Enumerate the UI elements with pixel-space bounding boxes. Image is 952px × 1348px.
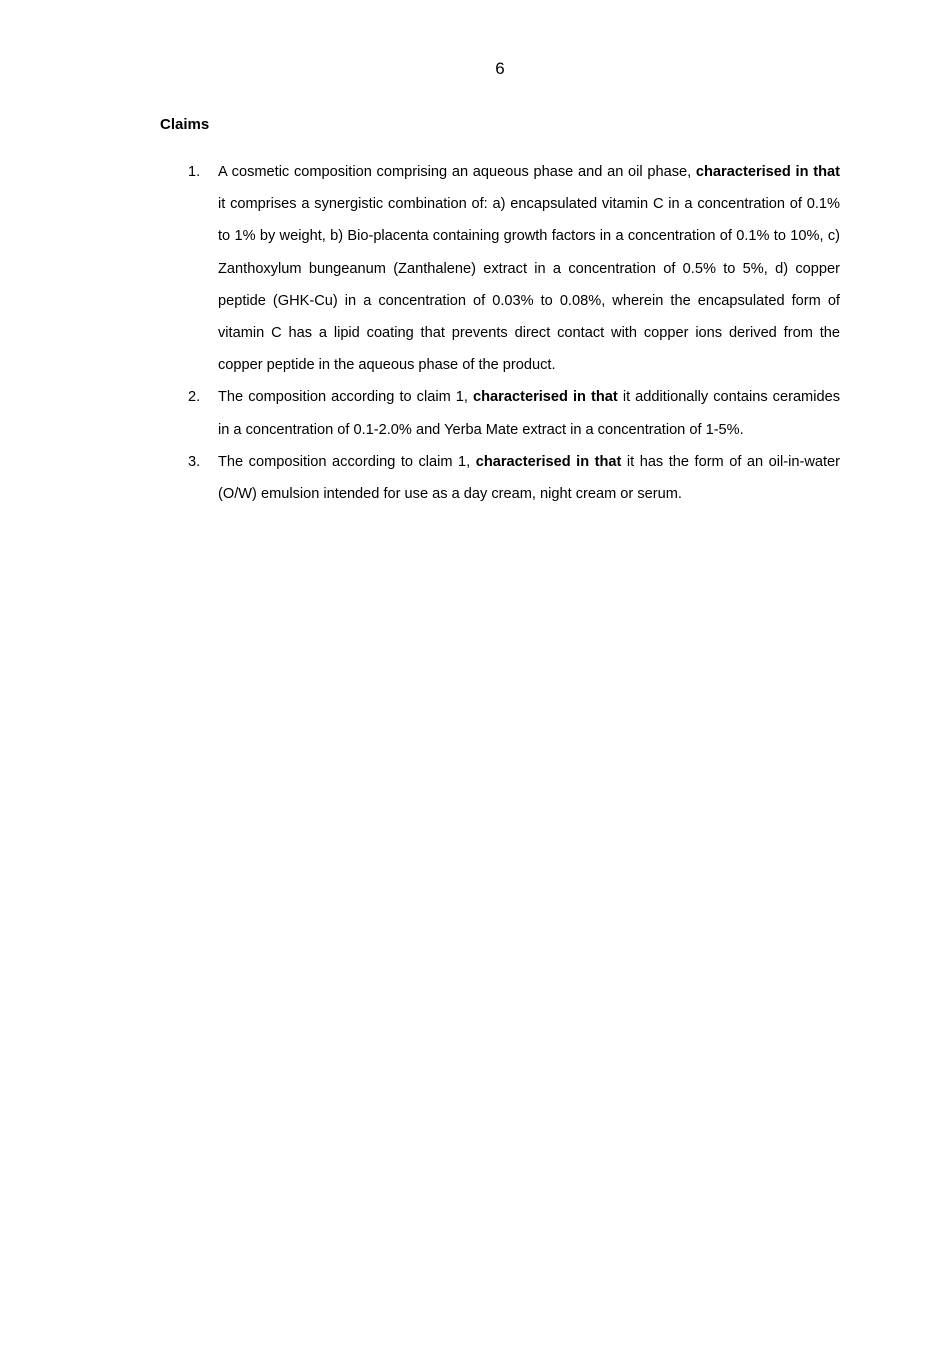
claim-number: 2.: [188, 389, 201, 406]
claim-text: A cosmetic composition comprising an aqueous phase and an oil phase,: [218, 164, 696, 180]
claim-item: [188, 381, 840, 445]
claim-number: 1.: [188, 164, 201, 180]
claim-characterising-phrase: characterised in that: [695, 164, 840, 180]
claim-text: it comprises a synergistic combination of: a) encapsulated vitamin C in a concentration of 0.1% to 1% by weight, b) Bio-placenta containing growth factors in a concentration of 0.1% to 10%, c) Zanthoxylum bungeanum (Zanthalene) extract in a concentration of 0.5% to 5%, d) copper peptide (GHK-Cu) in a concentration of 0.03% to 0.08%, wherein the encapsulated form of vitamin C has a lipid coating that prevents direct contact with copper ions derived from the copper peptide in the aqueous phase of the product.: [218, 196, 840, 374]
claim-characterising-phrase: characterised in that: [475, 453, 622, 470]
claims-heading: Claims: [160, 116, 210, 133]
claim-text: it additionally contains ceramides in a concentration of 0.1-2.0% and Yerba Mate extract in a concentration of 1-5%.: [218, 389, 840, 438]
claim-text: it has the form of an oil-in-water (O/W) emulsion intended for use as a day cream, night cream or serum.: [218, 453, 841, 503]
claim-text: The composition according to claim 1,: [218, 453, 476, 470]
claim-item: [188, 446, 840, 510]
page-number: 6: [495, 59, 505, 78]
claim-item: [188, 156, 840, 381]
claim-characterising-phrase: characterised in that: [473, 389, 618, 406]
claim-number: 3.: [188, 453, 201, 470]
claims-list: [188, 156, 840, 510]
claim-text: The composition according to claim 1,: [218, 389, 474, 406]
